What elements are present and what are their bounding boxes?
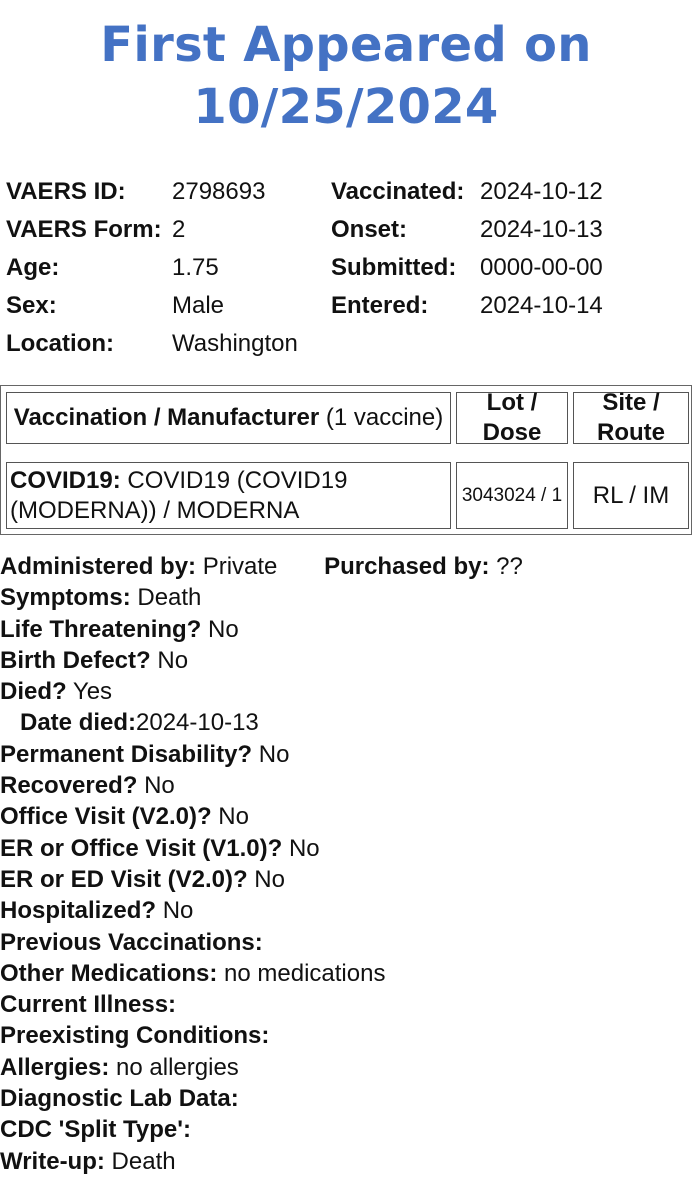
administered-label: Administered by: <box>0 553 197 580</box>
vaccine-name: COVID19 (COVID19 (MODERNA)) / MODERNA <box>10 466 348 524</box>
birth-defect-value: No <box>157 646 189 674</box>
current-illness-label: Current Illness: <box>0 991 177 1019</box>
date-died-label: Date died: <box>20 709 137 737</box>
er-ed-visit-label: ER or ED Visit (V2.0)? <box>0 865 248 893</box>
life-threatening-value: No <box>208 615 239 643</box>
other-medications-value: no medications <box>224 959 386 987</box>
sex-label: Sex: <box>6 292 57 319</box>
write-up-value: Death <box>111 1147 176 1175</box>
onset-label: Onset: <box>331 216 408 243</box>
vaers-form-value: 2 <box>172 216 186 243</box>
header-vaccine-count: (1 vaccine) <box>325 404 444 431</box>
age-label: Age: <box>6 254 60 281</box>
header-lot-dose <box>456 389 568 446</box>
lab-data-label: Diagnostic Lab Data: <box>0 1085 239 1113</box>
er-ed-visit-value: No <box>254 865 285 893</box>
submitted-label: Submitted: <box>331 254 457 281</box>
header-lot-label: Lot / Dose <box>482 389 542 446</box>
symptoms-value: Death <box>137 584 202 612</box>
er-office-visit-label: ER or Office Visit (V1.0)? <box>0 834 283 862</box>
allergies-line <box>0 1052 692 1083</box>
office-visit-label: Office Visit (V2.0)? <box>0 803 212 831</box>
split-type-line <box>0 1114 692 1145</box>
entered-label: Entered: <box>331 292 429 319</box>
write-up-line <box>0 1146 692 1177</box>
vaccinated-value: 2024-10-12 <box>480 178 603 205</box>
vaccinated-label: Vaccinated: <box>331 178 465 205</box>
life-threatening-line <box>0 614 692 645</box>
title-line-1: First Appeared on <box>100 17 592 73</box>
hospitalized-line <box>0 895 692 926</box>
birth-defect-line <box>0 645 692 676</box>
header-vaccination-label: Vaccination / Manufacturer <box>13 404 320 431</box>
location-label: Location: <box>6 330 114 357</box>
page-title <box>0 14 692 138</box>
vaccine-table <box>0 385 692 535</box>
hospitalized-value: No <box>162 897 194 925</box>
disability-line <box>0 739 692 770</box>
er-office-visit-line <box>0 833 692 864</box>
died-value: Yes <box>72 678 113 706</box>
vaccine-row-lot <box>456 462 568 529</box>
vaccine-row-name <box>6 462 451 529</box>
current-illness-line <box>0 989 692 1020</box>
allergies-value: no allergies <box>116 1053 239 1081</box>
vaccine-lot-value: 3043024 / 1 <box>461 484 563 506</box>
disability-value: No <box>258 740 290 768</box>
er-ed-visit-line <box>0 864 692 895</box>
recovered-label: Recovered? <box>0 772 138 800</box>
onset-value: 2024-10-13 <box>480 216 603 243</box>
other-medications-label: Other Medications: <box>0 959 218 987</box>
allergies-label: Allergies: <box>0 1053 110 1081</box>
sex-value: Male <box>172 292 225 319</box>
age-value: 1.75 <box>172 254 219 281</box>
vaers-id-label: VAERS ID: <box>6 178 126 205</box>
office-visit-line <box>0 801 692 832</box>
office-visit-value: No <box>218 803 249 831</box>
er-office-visit-value: No <box>288 834 320 862</box>
vaccine-site-value: RL / IM <box>592 481 670 509</box>
purchased-label: Purchased by: <box>324 553 490 580</box>
recovered-value: No <box>144 772 175 800</box>
preexisting-conditions-line <box>0 1020 692 1051</box>
previous-vaccinations-label: Previous Vaccinations: <box>0 928 263 956</box>
lab-data-line <box>0 1083 692 1114</box>
submitted-value: 0000-00-00 <box>480 254 603 281</box>
vaers-id-value: 2798693 <box>172 178 266 205</box>
vaers-form-label: VAERS Form: <box>6 216 162 243</box>
split-type-label: CDC 'Split Type': <box>0 1116 191 1144</box>
purchased-value: ?? <box>496 553 523 580</box>
preexisting-conditions-label: Preexisting Conditions: <box>0 1022 270 1050</box>
report-details <box>0 551 692 1177</box>
recovered-line <box>0 770 692 801</box>
other-medications-line <box>0 958 692 989</box>
died-label: Died? <box>0 678 67 706</box>
life-threatening-label: Life Threatening? <box>0 615 202 643</box>
disability-label: Permanent Disability? <box>0 740 253 768</box>
vaccine-type: COVID19: <box>10 466 121 494</box>
symptoms-line <box>0 582 692 613</box>
header-vaccination-manufacturer <box>6 392 451 444</box>
administered-value: Private <box>202 553 278 580</box>
birth-defect-label: Birth Defect? <box>0 646 151 674</box>
title-date: 10/25/2024 <box>193 79 499 135</box>
symptoms-label: Symptoms: <box>0 584 131 612</box>
location-value: Washington <box>172 330 298 357</box>
died-line <box>0 676 692 707</box>
hospitalized-label: Hospitalized? <box>0 897 157 925</box>
header-site-route <box>573 389 689 446</box>
date-died-line <box>0 707 692 738</box>
purchased-group <box>324 551 523 582</box>
vaccine-row-site <box>573 462 689 529</box>
write-up-label: Write-up: <box>0 1147 105 1175</box>
administered-line <box>0 551 692 582</box>
previous-vaccinations-line <box>0 927 692 958</box>
entered-value: 2024-10-14 <box>480 292 603 319</box>
header-site-label: Site / Route <box>597 389 665 446</box>
date-died-value: 2024-10-13 <box>136 709 259 737</box>
